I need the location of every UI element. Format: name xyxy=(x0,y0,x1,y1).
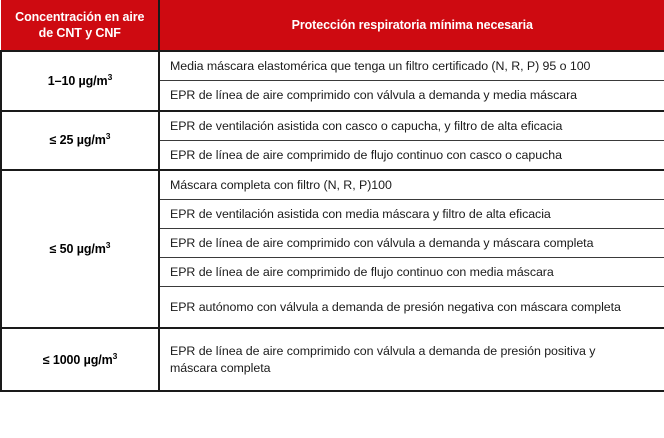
concentration-exponent: 3 xyxy=(105,239,111,250)
protection-cell: EPR de línea de aire comprimido con válvula a demanda y máscara completa xyxy=(159,229,664,258)
concentration-exponent: 3 xyxy=(107,71,113,82)
protection-cell: EPR autónomo con válvula a demanda de presión negativa con máscara completa xyxy=(159,287,664,329)
protection-cell: EPR de ventilación asistida con casco o capucha, y filtro de alta eficacia xyxy=(159,111,664,141)
header-concentration xyxy=(1,1,159,52)
table-row xyxy=(1,328,664,390)
concentration-value: 1–10 µg/m xyxy=(47,73,108,88)
table-header xyxy=(1,1,664,52)
protection-cell: Máscara completa con filtro (N, R, P)100 xyxy=(159,170,664,200)
protection-cell: EPR de línea de aire comprimido con válvula a demanda y media máscara xyxy=(159,81,664,111)
table-row xyxy=(1,51,664,81)
concentration-cell-3 xyxy=(1,328,159,390)
concentration-exponent: 3 xyxy=(105,130,111,141)
concentration-cell-1 xyxy=(1,111,159,170)
protection-cell: EPR de ventilación asistida con media máscara y filtro de alta eficacia xyxy=(159,199,664,228)
table-header-row xyxy=(1,1,664,52)
protection-cell: EPR de línea de aire comprimido de flujo continuo con casco o capucha xyxy=(159,140,664,170)
header-protection: Protección respiratoria mínima necesaria xyxy=(159,1,664,52)
concentration-exponent: 3 xyxy=(112,350,118,361)
protection-cell: EPR de línea de aire comprimido de flujo continuo con media máscara xyxy=(159,258,664,287)
protection-cell: Media máscara elastomérica que tenga un filtro certificado (N, R, P) 95 o 100 xyxy=(159,51,664,81)
concentration-value: ≤ 1000 µg/m xyxy=(42,352,113,367)
table-row xyxy=(1,170,664,200)
protection-cell: EPR de línea de aire comprimido con válvula a demanda de presión positiva y máscara completa xyxy=(159,328,664,390)
concentration-value: ≤ 25 µg/m xyxy=(49,133,106,148)
table-body xyxy=(1,51,664,390)
header-concentration-line2: de CNT y CNF xyxy=(38,25,121,40)
concentration-cell-2 xyxy=(1,170,159,329)
concentration-value: ≤ 50 µg/m xyxy=(49,242,106,257)
table-row xyxy=(1,111,664,141)
header-concentration-line1: Concentración en aire xyxy=(15,10,145,24)
concentration-cell-0 xyxy=(1,51,159,110)
